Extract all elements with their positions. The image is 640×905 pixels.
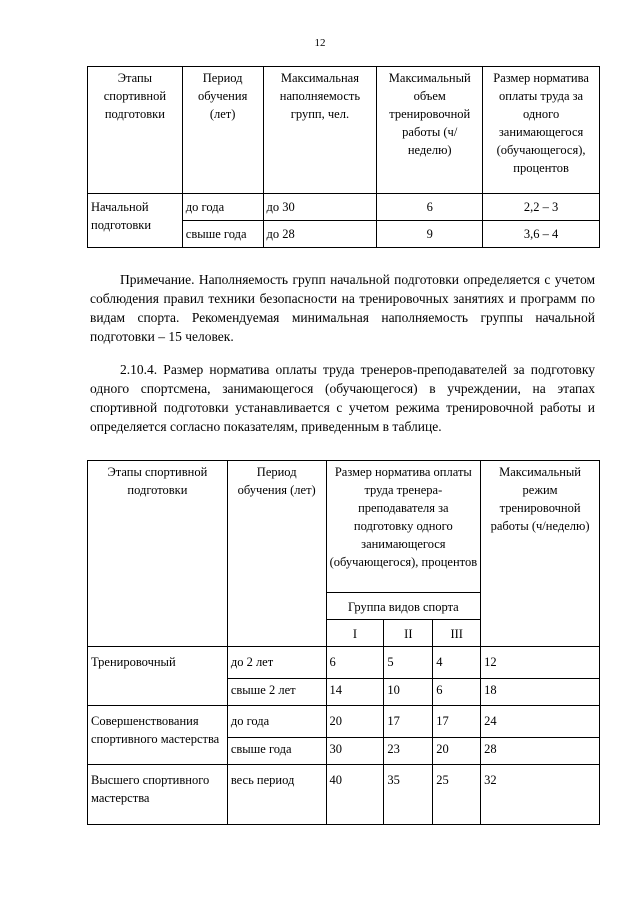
table-row [88, 765, 600, 825]
max-mode-cell: 28 [481, 738, 600, 765]
max-group-cell: до 28 [263, 221, 377, 248]
group-3-cell: 17 [433, 706, 481, 738]
header-cell-period: Период обучения (лет) [182, 67, 263, 194]
paragraph-text: 2.10.4. Размер норматива оплаты труда тренеров-преподавателей за подготовку одного спортсмена, занимающегося (обучающегося) в учреждении, на этапах спортивной подготовки устанавливается с учетом режима тренировочной работы и определяется согласно показателям, приведенным в таблице. [90, 362, 595, 434]
max-mode-cell: 12 [481, 647, 600, 679]
table-row [88, 194, 600, 221]
rate-cell: 3,6 – 4 [483, 221, 600, 248]
period-cell: свыше 2 лет [227, 679, 326, 706]
group-3-cell: 20 [433, 738, 481, 765]
group-2-cell: 10 [384, 679, 433, 706]
max-mode-cell: 32 [481, 765, 600, 825]
group-2-cell: 17 [384, 706, 433, 738]
group-3-cell: 25 [433, 765, 481, 825]
table-row [88, 706, 600, 738]
group-3-cell: 4 [433, 647, 481, 679]
stage-cell-improvement: Совершенствования спортивного мастерства [88, 706, 228, 765]
max-mode-cell: 24 [481, 706, 600, 738]
period-cell: свыше года [227, 738, 326, 765]
max-group-cell: до 30 [263, 194, 377, 221]
stage-cell: Начальной подготовки [88, 194, 183, 248]
max-work-cell: 9 [377, 221, 483, 248]
stage-cell-training: Тренировочный [88, 647, 228, 706]
header-cell-rate: Размер норматива оплаты труда тренера-преподавателя за подготовку одного занимающегося (обучающегося), процентов [326, 461, 481, 593]
group-1-cell: 40 [326, 765, 384, 825]
period-cell: свыше года [182, 221, 263, 248]
table-training-rates-initial [87, 66, 600, 248]
group-2-cell: 35 [384, 765, 433, 825]
table-training-rates-stages [87, 460, 600, 825]
header-cell-stage: Этапы спортивной подготовки [88, 67, 183, 194]
period-cell: до 2 лет [227, 647, 326, 679]
header-cell-max-mode: Максимальный режим тренировочной работы (ч/неделю) [481, 461, 600, 647]
group-1-cell: 30 [326, 738, 384, 765]
section-paragraph-2-10-4 [90, 360, 595, 436]
note-paragraph [90, 270, 595, 346]
header-cell-max-group: Максимальная наполняемость групп, чел. [263, 67, 377, 194]
group-3-cell: 6 [433, 679, 481, 706]
page-number: 12 [314, 37, 326, 49]
header-cell-sport-group: Группа видов спорта [326, 593, 481, 620]
note-text: Примечание. Наполняемость групп начальной подготовки определяется с учетом соблюдения правил техники безопасности на тренировочных занятиях и программ по видам спорта. Рекомендуемая минимальная наполняемость группы начальной подготовки – 15 человек. [90, 272, 595, 344]
group-1-cell: 6 [326, 647, 384, 679]
table-row [88, 647, 600, 679]
period-cell: весь период [227, 765, 326, 825]
header-cell-group-2: II [384, 620, 433, 647]
period-cell: до года [182, 194, 263, 221]
stage-cell-higher: Высшего спортивного мастерства [88, 765, 228, 825]
rate-cell: 2,2 – 3 [483, 194, 600, 221]
header-cell-group-1: I [326, 620, 384, 647]
header-cell-max-work: Максимальный объем тренировочной работы (ч/неделю) [377, 67, 483, 194]
group-1-cell: 14 [326, 679, 384, 706]
group-2-cell: 5 [384, 647, 433, 679]
group-1-cell: 20 [326, 706, 384, 738]
header-cell-period: Период обучения (лет) [227, 461, 326, 647]
max-work-cell: 6 [377, 194, 483, 221]
period-cell: до года [227, 706, 326, 738]
header-cell-stage: Этапы спортивной подготовки [88, 461, 228, 647]
header-cell-rate: Размер норматива оплаты труда за одного занимающегося (обучающегося), процентов [483, 67, 600, 194]
max-mode-cell: 18 [481, 679, 600, 706]
group-2-cell: 23 [384, 738, 433, 765]
header-cell-group-3: III [433, 620, 481, 647]
